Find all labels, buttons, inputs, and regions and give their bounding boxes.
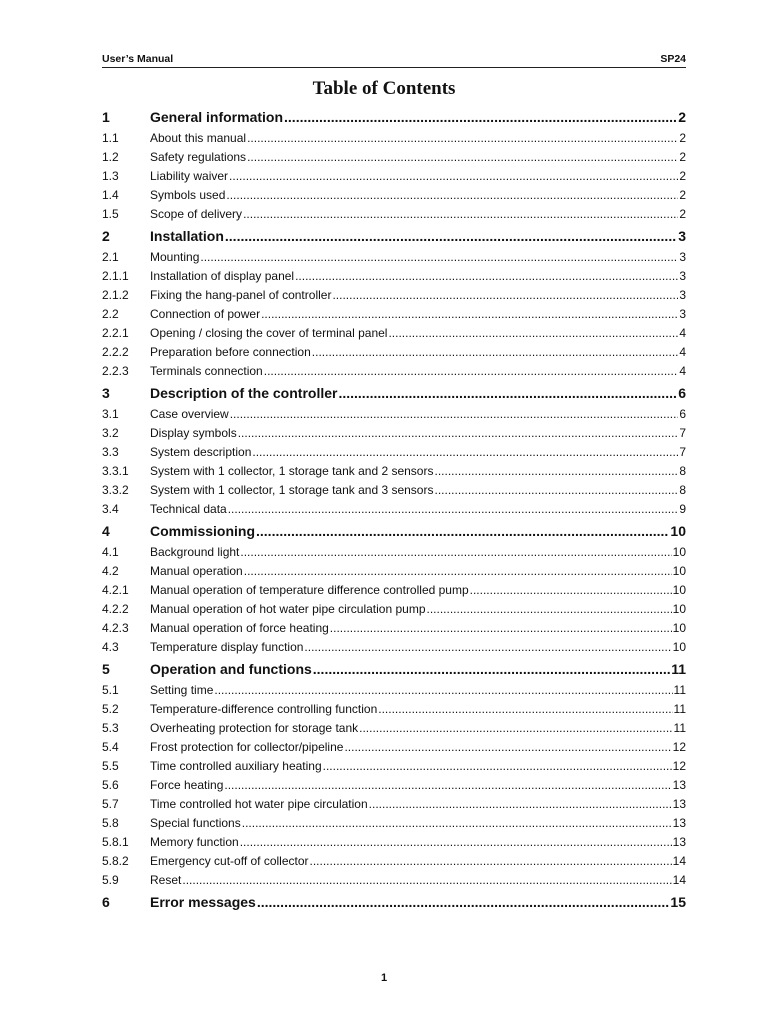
toc-dot-leader xyxy=(332,288,678,302)
toc-dot-leader xyxy=(243,207,678,221)
toc-section-entry[interactable] xyxy=(102,778,686,797)
toc-entry-title: Operation and functions xyxy=(150,661,312,677)
toc-entry-line xyxy=(150,288,686,302)
toc-entry-line xyxy=(150,407,686,421)
toc-section-entry[interactable] xyxy=(102,759,686,778)
toc-chapter-entry[interactable] xyxy=(102,385,686,407)
toc-entry-line xyxy=(150,721,686,735)
toc-entry-page: 6 xyxy=(678,385,686,401)
toc-dot-leader xyxy=(378,702,672,716)
toc-dot-leader xyxy=(312,345,679,359)
toc-entry-number: 4.2.3 xyxy=(102,621,129,635)
toc-entry-number: 2.2.1 xyxy=(102,326,129,340)
toc-section-entry[interactable] xyxy=(102,640,686,659)
toc-entry-title: Liability waiver xyxy=(150,169,229,183)
toc-entry-title: Temperature display function xyxy=(150,640,304,654)
toc-dot-leader xyxy=(228,502,679,516)
toc-entry-number: 4.2 xyxy=(102,564,119,578)
toc-dot-leader xyxy=(252,445,678,459)
toc-entry-line xyxy=(150,778,686,792)
toc-entry-title: Commissioning xyxy=(150,523,256,539)
toc-entry-line xyxy=(150,854,686,868)
toc-entry-number: 3.3.2 xyxy=(102,483,129,497)
toc-entry-number: 2 xyxy=(102,228,110,244)
toc-section-entry[interactable] xyxy=(102,816,686,835)
toc-entry-line xyxy=(150,523,686,539)
toc-dot-leader xyxy=(313,661,670,677)
toc-entry-title: Temperature-difference controlling function xyxy=(150,702,378,716)
toc-chapter-entry[interactable] xyxy=(102,661,686,683)
toc-entry-title: Technical data xyxy=(150,502,227,516)
toc-section-entry[interactable] xyxy=(102,721,686,740)
toc-entry-page: 11 xyxy=(673,683,686,697)
toc-dot-leader xyxy=(230,407,679,421)
toc-entry-line xyxy=(150,835,686,849)
toc-entry-page: 2 xyxy=(679,188,686,202)
toc-chapter-entry[interactable] xyxy=(102,109,686,131)
toc-dot-leader xyxy=(264,364,679,378)
toc-entry-line xyxy=(150,188,686,202)
toc-entry-title: Force heating xyxy=(150,778,224,792)
toc-entry-line xyxy=(150,269,686,283)
toc-entry-page: 10 xyxy=(672,583,686,597)
toc-entry-line xyxy=(150,131,686,145)
toc-entry-number: 5.8.2 xyxy=(102,854,129,868)
toc-entry-page: 4 xyxy=(679,345,686,359)
toc-entry-number: 3.3 xyxy=(102,445,119,459)
toc-section-entry[interactable] xyxy=(102,702,686,721)
toc-entry-line xyxy=(150,464,686,478)
toc-entry-line xyxy=(150,759,686,773)
toc-entry-page: 13 xyxy=(672,835,686,849)
toc-dot-leader xyxy=(359,721,672,735)
toc-entry-title: Special functions xyxy=(150,816,241,830)
toc-dot-leader xyxy=(470,583,672,597)
toc-entry-title: Manual operation of hot water pipe circulation pump xyxy=(150,602,426,616)
toc-entry-title: Description of the controller xyxy=(150,385,338,401)
toc-section-entry[interactable] xyxy=(102,583,686,602)
toc-entry-page: 2 xyxy=(679,131,686,145)
toc-section-entry[interactable] xyxy=(102,307,686,326)
toc-entry-number: 5.7 xyxy=(102,797,119,811)
toc-entry-title: Emergency cut-off of collector xyxy=(150,854,309,868)
toc-entry-title: Safety regulations xyxy=(150,150,247,164)
toc-dot-leader xyxy=(323,759,672,773)
toc-entry-page: 13 xyxy=(672,816,686,830)
toc-entry-title: Connection of power xyxy=(150,307,261,321)
toc-entry-line xyxy=(150,326,686,340)
toc-section-entry[interactable] xyxy=(102,426,686,445)
toc-entry-page: 10 xyxy=(672,640,686,654)
toc-dot-leader xyxy=(427,602,672,616)
toc-entry-number: 4 xyxy=(102,523,110,539)
toc-entry-number: 5.4 xyxy=(102,740,119,754)
toc-entry-line xyxy=(150,345,686,359)
toc-entry-number: 5.8.1 xyxy=(102,835,129,849)
toc-entry-line xyxy=(150,150,686,164)
toc-entry-number: 1.3 xyxy=(102,169,119,183)
toc-dot-leader xyxy=(369,797,672,811)
toc-entry-line xyxy=(150,483,686,497)
toc-entry-line xyxy=(150,545,686,559)
toc-section-entry[interactable] xyxy=(102,464,686,483)
toc-entry-title: Manual operation of temperature difference controlled pump xyxy=(150,583,469,597)
toc-dot-leader xyxy=(295,269,678,283)
toc-section-entry[interactable] xyxy=(102,835,686,854)
toc-entry-title: Scope of delivery xyxy=(150,207,243,221)
toc-section-entry[interactable] xyxy=(102,602,686,621)
toc-entry-number: 2.2 xyxy=(102,307,119,321)
toc-section-entry[interactable] xyxy=(102,169,686,188)
toc-entry-title: Setting time xyxy=(150,683,214,697)
toc-entry-line xyxy=(150,683,686,697)
toc-dot-leader xyxy=(200,250,678,264)
header-manual-label: User’s Manual xyxy=(102,53,174,65)
toc-entry-title: Manual operation xyxy=(150,564,243,578)
toc-entry-title: Terminals connection xyxy=(150,364,263,378)
toc-dot-leader xyxy=(261,307,678,321)
toc-dot-leader xyxy=(240,835,672,849)
toc-entry-title: Preparation before connection xyxy=(150,345,311,359)
table-of-contents xyxy=(102,109,686,916)
toc-dot-leader xyxy=(244,564,672,578)
toc-entry-page: 11 xyxy=(671,661,686,677)
toc-entry-number: 1 xyxy=(102,109,110,125)
toc-entry-page: 2 xyxy=(679,150,686,164)
toc-entry-title: Error messages xyxy=(150,894,256,910)
toc-entry-title: Display symbols xyxy=(150,426,237,440)
toc-entry-line xyxy=(150,564,686,578)
toc-entry-line xyxy=(150,873,686,887)
toc-entry-page: 9 xyxy=(679,502,686,516)
toc-entry-line xyxy=(150,364,686,378)
toc-entry-page: 14 xyxy=(672,873,686,887)
toc-entry-number: 3.4 xyxy=(102,502,119,516)
toc-entry-title: System with 1 collector, 1 storage tank and 2 sensors xyxy=(150,464,434,478)
toc-entry-number: 5.3 xyxy=(102,721,119,735)
toc-entry-line xyxy=(150,228,686,244)
toc-entry-number: 4.1 xyxy=(102,545,119,559)
toc-entry-title: System with 1 collector, 1 storage tank and 3 sensors xyxy=(150,483,434,497)
toc-dot-leader xyxy=(182,873,671,887)
toc-section-entry[interactable] xyxy=(102,345,686,364)
toc-section-entry[interactable] xyxy=(102,407,686,426)
toc-entry-title: Frost protection for collector/pipeline xyxy=(150,740,344,754)
toc-entry-line xyxy=(150,602,686,616)
toc-entry-title: Reset xyxy=(150,873,182,887)
toc-entry-line xyxy=(150,583,686,597)
toc-entry-page: 3 xyxy=(679,250,686,264)
toc-entry-page: 12 xyxy=(672,759,686,773)
toc-dot-leader xyxy=(257,894,670,910)
toc-section-entry[interactable] xyxy=(102,207,686,226)
toc-chapter-entry[interactable] xyxy=(102,228,686,250)
toc-entry-title: Background light xyxy=(150,545,240,559)
toc-entry-line xyxy=(150,250,686,264)
toc-section-entry[interactable] xyxy=(102,854,686,873)
toc-entry-page: 7 xyxy=(679,445,686,459)
toc-dot-leader xyxy=(225,228,677,244)
toc-entry-line xyxy=(150,640,686,654)
toc-entry-number: 3.3.1 xyxy=(102,464,129,478)
toc-entry-number: 5.8 xyxy=(102,816,119,830)
toc-dot-leader xyxy=(247,150,678,164)
toc-entry-number: 1.5 xyxy=(102,207,119,221)
toc-dot-leader xyxy=(226,188,678,202)
page-header xyxy=(102,53,686,68)
toc-entry-page: 10 xyxy=(672,602,686,616)
toc-entry-page: 13 xyxy=(672,778,686,792)
toc-entry-title: Mounting xyxy=(150,250,200,264)
header-model-label: SP24 xyxy=(660,53,686,65)
toc-entry-line xyxy=(150,307,686,321)
toc-entry-number: 5.6 xyxy=(102,778,119,792)
toc-entry-page: 4 xyxy=(679,326,686,340)
toc-entry-page: 12 xyxy=(672,740,686,754)
toc-entry-line xyxy=(150,109,686,125)
toc-entry-page: 10 xyxy=(672,545,686,559)
toc-entry-title: System description xyxy=(150,445,252,459)
toc-entry-page: 3 xyxy=(679,288,686,302)
toc-dot-leader xyxy=(229,169,678,183)
toc-entry-page: 6 xyxy=(679,407,686,421)
toc-dot-leader xyxy=(330,621,672,635)
toc-entry-number: 1.2 xyxy=(102,150,119,164)
toc-entry-page: 2 xyxy=(679,169,686,183)
toc-entry-title: About this manual xyxy=(150,131,247,145)
toc-entry-number: 3.1 xyxy=(102,407,119,421)
toc-entry-page: 11 xyxy=(673,721,686,735)
toc-entry-page: 4 xyxy=(679,364,686,378)
page-title: Table of Contents xyxy=(312,78,456,99)
toc-entry-line xyxy=(150,797,686,811)
toc-section-entry[interactable] xyxy=(102,188,686,207)
toc-section-entry[interactable] xyxy=(102,131,686,150)
toc-entry-number: 1.4 xyxy=(102,188,119,202)
toc-entry-title: Case overview xyxy=(150,407,229,421)
toc-dot-leader xyxy=(247,131,678,145)
toc-entry-number: 3.2 xyxy=(102,426,119,440)
toc-entry-page: 2 xyxy=(678,109,686,125)
toc-entry-line xyxy=(150,385,686,401)
toc-entry-title: Manual operation of force heating xyxy=(150,621,329,635)
toc-entry-number: 2.2.2 xyxy=(102,345,129,359)
toc-section-entry[interactable] xyxy=(102,250,686,269)
toc-entry-title: Memory function xyxy=(150,835,239,849)
page-number: 1 xyxy=(380,972,388,984)
toc-entry-title: General information xyxy=(150,109,284,125)
toc-section-entry[interactable] xyxy=(102,269,686,288)
toc-dot-leader xyxy=(434,464,678,478)
toc-dot-leader xyxy=(238,426,679,440)
toc-entry-title: Fixing the hang-panel of controller xyxy=(150,288,332,302)
toc-section-entry[interactable] xyxy=(102,445,686,464)
toc-chapter-entry[interactable] xyxy=(102,894,686,916)
toc-entry-page: 14 xyxy=(672,854,686,868)
toc-entry-line xyxy=(150,894,686,910)
toc-section-entry[interactable] xyxy=(102,326,686,345)
toc-entry-number: 4.3 xyxy=(102,640,119,654)
toc-dot-leader xyxy=(240,545,671,559)
toc-entry-number: 5.9 xyxy=(102,873,119,887)
toc-entry-page: 10 xyxy=(672,564,686,578)
toc-dot-leader xyxy=(224,778,671,792)
toc-entry-line xyxy=(150,661,686,677)
toc-entry-title: Symbols used xyxy=(150,188,226,202)
toc-entry-line xyxy=(150,702,686,716)
toc-entry-page: 3 xyxy=(679,269,686,283)
toc-section-entry[interactable] xyxy=(102,621,686,640)
toc-entry-number: 5 xyxy=(102,661,110,677)
toc-entry-number: 5.2 xyxy=(102,702,119,716)
toc-entry-page: 10 xyxy=(672,621,686,635)
toc-section-entry[interactable] xyxy=(102,564,686,583)
toc-entry-page: 7 xyxy=(679,426,686,440)
toc-entry-title: Overheating protection for storage tank xyxy=(150,721,359,735)
toc-section-entry[interactable] xyxy=(102,683,686,702)
toc-dot-leader xyxy=(214,683,672,697)
toc-entry-number: 2.1 xyxy=(102,250,119,264)
toc-dot-leader xyxy=(388,326,678,340)
toc-entry-number: 6 xyxy=(102,894,110,910)
toc-entry-title: Time controlled auxiliary heating xyxy=(150,759,322,773)
toc-section-entry[interactable] xyxy=(102,483,686,502)
toc-entry-number: 5.1 xyxy=(102,683,119,697)
toc-section-entry[interactable] xyxy=(102,797,686,816)
toc-entry-line xyxy=(150,502,686,516)
toc-dot-leader xyxy=(304,640,671,654)
toc-entry-page: 2 xyxy=(679,207,686,221)
toc-dot-leader xyxy=(434,483,678,497)
toc-entry-page: 13 xyxy=(672,797,686,811)
toc-entry-line xyxy=(150,426,686,440)
toc-entry-line xyxy=(150,621,686,635)
toc-entry-page: 3 xyxy=(679,307,686,321)
toc-dot-leader xyxy=(338,385,677,401)
toc-entry-line xyxy=(150,207,686,221)
toc-dot-leader xyxy=(310,854,672,868)
toc-entry-page: 10 xyxy=(670,523,686,539)
toc-entry-page: 8 xyxy=(679,483,686,497)
toc-section-entry[interactable] xyxy=(102,545,686,564)
toc-entry-title: Opening / closing the cover of terminal panel xyxy=(150,326,388,340)
toc-entry-title: Installation xyxy=(150,228,224,244)
toc-entry-title: Installation of display panel xyxy=(150,269,295,283)
toc-entry-page: 8 xyxy=(679,464,686,478)
toc-entry-page: 3 xyxy=(678,228,686,244)
toc-entry-number: 3 xyxy=(102,385,110,401)
toc-section-entry[interactable] xyxy=(102,150,686,169)
toc-entry-number: 5.5 xyxy=(102,759,119,773)
toc-dot-leader xyxy=(284,109,677,125)
toc-entry-line xyxy=(150,445,686,459)
toc-chapter-entry[interactable] xyxy=(102,523,686,545)
toc-entry-title: Time controlled hot water pipe circulation xyxy=(150,797,368,811)
toc-dot-leader xyxy=(344,740,671,754)
toc-entry-number: 1.1 xyxy=(102,131,119,145)
toc-entry-number: 2.1.2 xyxy=(102,288,129,302)
toc-entry-line xyxy=(150,740,686,754)
toc-entry-line xyxy=(150,169,686,183)
toc-entry-number: 4.2.2 xyxy=(102,602,129,616)
toc-section-entry[interactable] xyxy=(102,740,686,759)
toc-section-entry[interactable] xyxy=(102,288,686,307)
toc-entry-page: 11 xyxy=(673,702,686,716)
toc-entry-number: 2.2.3 xyxy=(102,364,129,378)
toc-entry-number: 2.1.1 xyxy=(102,269,129,283)
toc-section-entry[interactable] xyxy=(102,502,686,521)
toc-entry-number: 4.2.1 xyxy=(102,583,129,597)
toc-entry-page: 15 xyxy=(670,894,686,910)
toc-dot-leader xyxy=(242,816,672,830)
toc-dot-leader xyxy=(256,523,669,539)
toc-section-entry[interactable] xyxy=(102,873,686,892)
toc-entry-line xyxy=(150,816,686,830)
toc-section-entry[interactable] xyxy=(102,364,686,383)
